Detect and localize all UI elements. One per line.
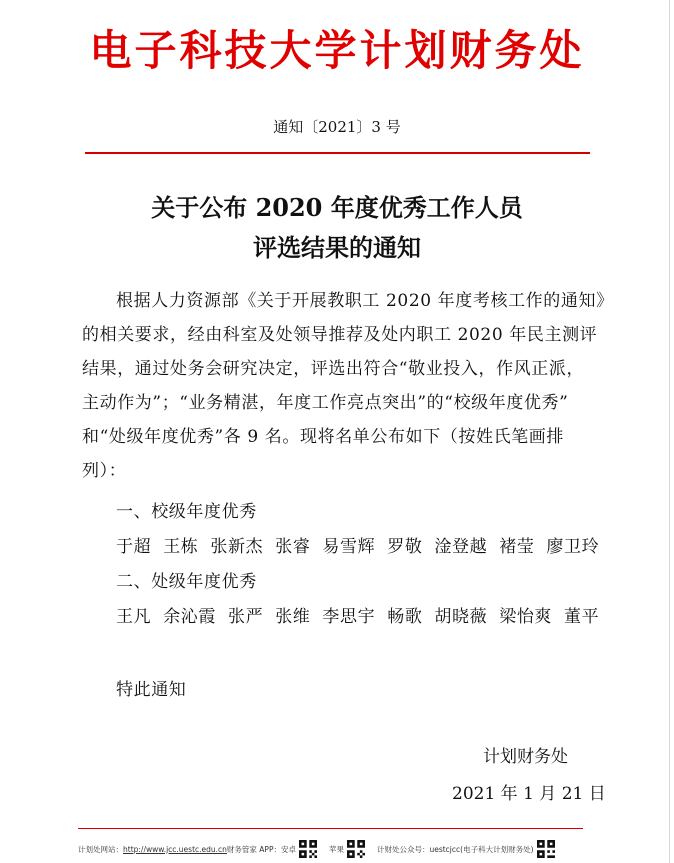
- closing-text: 特此通知: [116, 680, 187, 700]
- android-qr-code-icon: [299, 840, 317, 858]
- body-paragraph-line: 和“处级年度优秀”各 9 名。现将名单公布如下（按姓氏笔画排: [82, 427, 565, 447]
- body-paragraph-line: 的相关要求，经由科室及处领导推荐及处内职工 2020 年民主测评: [82, 325, 598, 345]
- signer-name: 计划财务处: [483, 747, 568, 767]
- wechat-qr-code-icon: [537, 840, 555, 858]
- footer-divider: [78, 828, 583, 829]
- document-title-line1: 关于公布 2020 年度优秀工作人员: [151, 193, 523, 222]
- section2-heading: 二、处级年度优秀: [116, 572, 257, 592]
- footer-apple-label: 苹果: [328, 844, 344, 854]
- footer-wechat-label: 计财处公众号：uestcjcc(电子科大计划财务处): [376, 844, 534, 854]
- footer-app-label: 财务管家 APP：安卓: [226, 844, 296, 854]
- footer-website-link[interactable]: http://www.jcc.uestc.edu.cn: [123, 844, 227, 854]
- body-paragraph-line: 主动作为”；“业务精湛，年度工作亮点突出”的“校级年度优秀”: [82, 393, 569, 413]
- body-paragraph-line: 列）：: [82, 461, 127, 481]
- apple-qr-code-icon: [347, 840, 365, 858]
- document-title-line2: 评选结果的通知: [253, 233, 421, 262]
- issue-date: 2021 年 1 月 21 日: [452, 784, 606, 804]
- header-divider: [85, 152, 590, 154]
- body-paragraph-line: 根据人力资源部《关于开展教职工 2020 年度考核工作的通知》: [116, 291, 614, 311]
- footer-bar: [78, 838, 583, 860]
- section1-heading: 一、校级年度优秀: [116, 502, 257, 522]
- section1-name-list: 于超 王栋 张新杰 张睿 易雪辉 罗敬 淦登越 褚莹 廖卫玲: [116, 537, 600, 557]
- section2-name-list: 王凡 余沁霞 张严 张维 李思宇 畅歌 胡晓薇 梁怡爽 董平: [116, 607, 600, 627]
- footer-website-label: 计划处网站：: [78, 844, 123, 854]
- org-header-title: 电子科技大学计划财务处: [89, 26, 585, 75]
- document-number: 通知〔2021〕3 号: [273, 118, 401, 136]
- body-paragraph-line: 结果，通过处务会研究决定，评选出符合“敬业投入，作风正派，: [82, 359, 585, 379]
